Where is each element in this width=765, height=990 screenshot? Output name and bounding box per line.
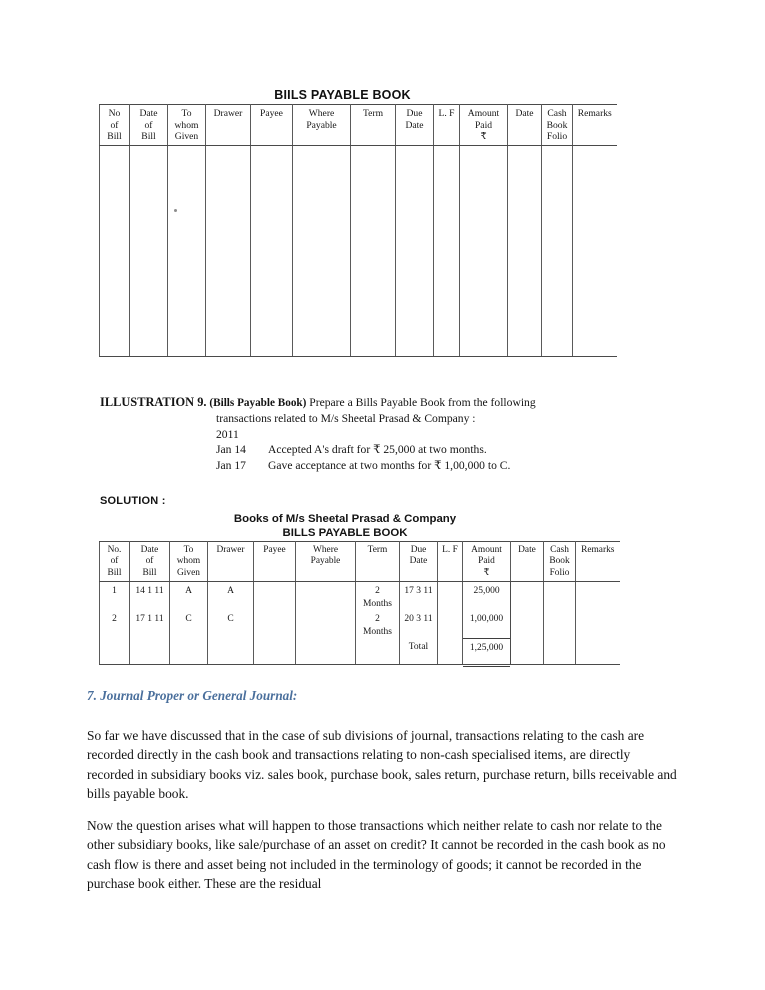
blank-form-header-row [100,105,617,146]
table-row [100,582,620,611]
illustration-transaction [216,458,600,473]
illustration-transaction [216,442,600,457]
body-paragraph: So far we have discussed that in the case of sub divisions of journal, transactions relating to the cash are recorded directly in the cash book and transactions relating to non-cash specialised items, are directly recorded in subsidiary books viz. sales book, purchase book, sales return, purchase return, bills receivable and bills payable book. [87,728,677,802]
col-payee: Payee [254,542,296,582]
cell-date-of-bill [130,638,170,664]
cell-payee [254,610,296,638]
cell-cash-book-folio [544,582,576,611]
cell-lf [434,145,460,356]
illustration-prompt-line2: transactions related to M/s Sheetal Prasad & Company : [216,412,476,426]
col-no-of-bill: No of Bill [100,105,130,146]
cell-no-of-bill [100,145,130,356]
col-to-whom-given: To whom Given [170,542,208,582]
solution-label: SOLUTION : [100,495,166,507]
col-where-payable: Where Payable [293,105,351,146]
cell-date [511,638,544,664]
col-lf: L. F [434,105,460,146]
cell-term [351,145,396,356]
transaction-date: Jan 14 [216,443,246,457]
blank-form-title: BIILS PAYABLE BOOK [274,88,411,102]
table-row [100,610,620,638]
cell-drawer [208,638,254,664]
cell-payee [251,145,293,356]
cell-date [508,145,542,356]
cell-due-date: 17 3 11 [400,582,438,611]
col-remarks: Remarks [573,105,617,146]
transaction-date: Jan 17 [216,458,246,472]
col-to-whom-given: To whom Given [168,105,206,146]
col-remarks: Remarks [576,542,620,582]
rupee-symbol-icon: ₹ [480,131,487,143]
cell-amount-paid: 25,000 [463,582,511,611]
cell-cash-book-folio [542,145,573,356]
cell-date-of-bill [130,145,168,356]
cell-due-date: 20 3 11 [400,610,438,638]
cell-remarks [576,638,620,664]
cell-lf [438,582,463,611]
illustration-block [100,395,600,473]
col-amount-paid: Amount Paid ₹ [460,105,508,146]
illustration-year: 2011 [216,427,239,441]
blank-bills-payable-table [99,104,617,357]
cell-cash-book-folio [544,610,576,638]
total-row [100,638,620,664]
col-due-date: Due Date [396,105,434,146]
term-number: 2 [375,614,380,625]
col-where-payable: Where Payable [296,542,356,582]
books-of-line: Books of M/s Sheetal Prasad & Company [233,513,457,525]
term-number: 2 [375,586,380,597]
transaction-text: Accepted A's draft for ₹ 25,000 at two months. [268,443,487,457]
cell-drawer [206,145,251,356]
cell-where-payable [296,638,356,664]
col-date: Date [508,105,542,146]
cell-drawer: A [208,582,254,611]
col-term: Term [351,105,396,146]
cell-amount-paid: 1,00,000 [463,610,511,638]
cell-to-whom-given [168,145,206,356]
cell-remarks [576,582,620,611]
cell-term [356,638,400,664]
cell-date-of-bill: 14 1 11 [130,582,170,611]
cell-no-of-bill: 2 [100,610,130,638]
solution-heading [0,512,690,540]
cell-payee [254,638,296,664]
blank-form-body-row [100,145,617,356]
solution-header-row [100,542,620,582]
cell-date-of-bill: 17 1 11 [130,610,170,638]
col-cash-book-folio: Cash Book Folio [542,105,573,146]
illustration-prompt-line1: Prepare a Bills Payable Book from the following [309,396,536,409]
cell-term [356,582,400,611]
body-paragraph: Now the question arises what will happen to those transactions which neither relate to cash nor relate to the other subsidiary books, like sale/purchase of an asset on credit? It cannot be recorded in the cash book as no cash flow is there and asset being not included in the terminology of goods; it cannot be recorded in the purchase book either. These are the residual [87,818,666,892]
cell-lf [438,638,463,664]
col-date: Date [511,542,544,582]
total-label: Total [400,638,438,664]
cell-amount-paid [460,145,508,356]
cell-to-whom-given [170,638,208,664]
col-drawer: Drawer [206,105,251,146]
col-date-of-bill: Date of Bill [130,105,168,146]
cell-no-of-bill: 1 [100,582,130,611]
cell-due-date [396,145,434,356]
cell-where-payable [296,582,356,611]
cell-to-whom-given: A [170,582,208,611]
col-amount-paid: Amount Paid ₹ [463,542,511,582]
scan-speck [174,209,177,212]
total-amount: 1,25,000 [463,638,511,664]
cell-to-whom-given: C [170,610,208,638]
col-payee: Payee [251,105,293,146]
rupee-symbol-icon: ₹ [483,567,490,578]
col-date-of-bill: Date of Bill [130,542,170,582]
cell-drawer: C [208,610,254,638]
col-due-date: Due Date [400,542,438,582]
cell-date [511,582,544,611]
solution-table-title: BILLS PAYABLE BOOK [282,527,408,539]
cell-date [511,610,544,638]
col-cash-book-folio: Cash Book Folio [544,542,576,582]
cell-remarks [573,145,617,356]
term-unit: Months [362,598,393,609]
col-lf: L. F [438,542,463,582]
illustration-label: ILLUSTRATION 9. [100,395,207,409]
col-drawer: Drawer [208,542,254,582]
cell-no-of-bill [100,638,130,664]
cell-where-payable [293,145,351,356]
col-no-of-bill: No. of Bill [100,542,130,582]
cell-cash-book-folio [544,638,576,664]
cell-term [356,610,400,638]
cell-lf [438,610,463,638]
cell-payee [254,582,296,611]
illustration-topic: (Bills Payable Book) [209,397,307,409]
cell-remarks [576,610,620,638]
transaction-text: Gave acceptance at two months for ₹ 1,00,000 to C. [268,458,511,472]
col-term: Term [356,542,400,582]
cell-where-payable [296,610,356,638]
term-unit: Months [362,626,393,637]
solution-bills-payable-table [99,541,620,665]
section-heading: 7. Journal Proper or General Journal: [87,688,298,703]
